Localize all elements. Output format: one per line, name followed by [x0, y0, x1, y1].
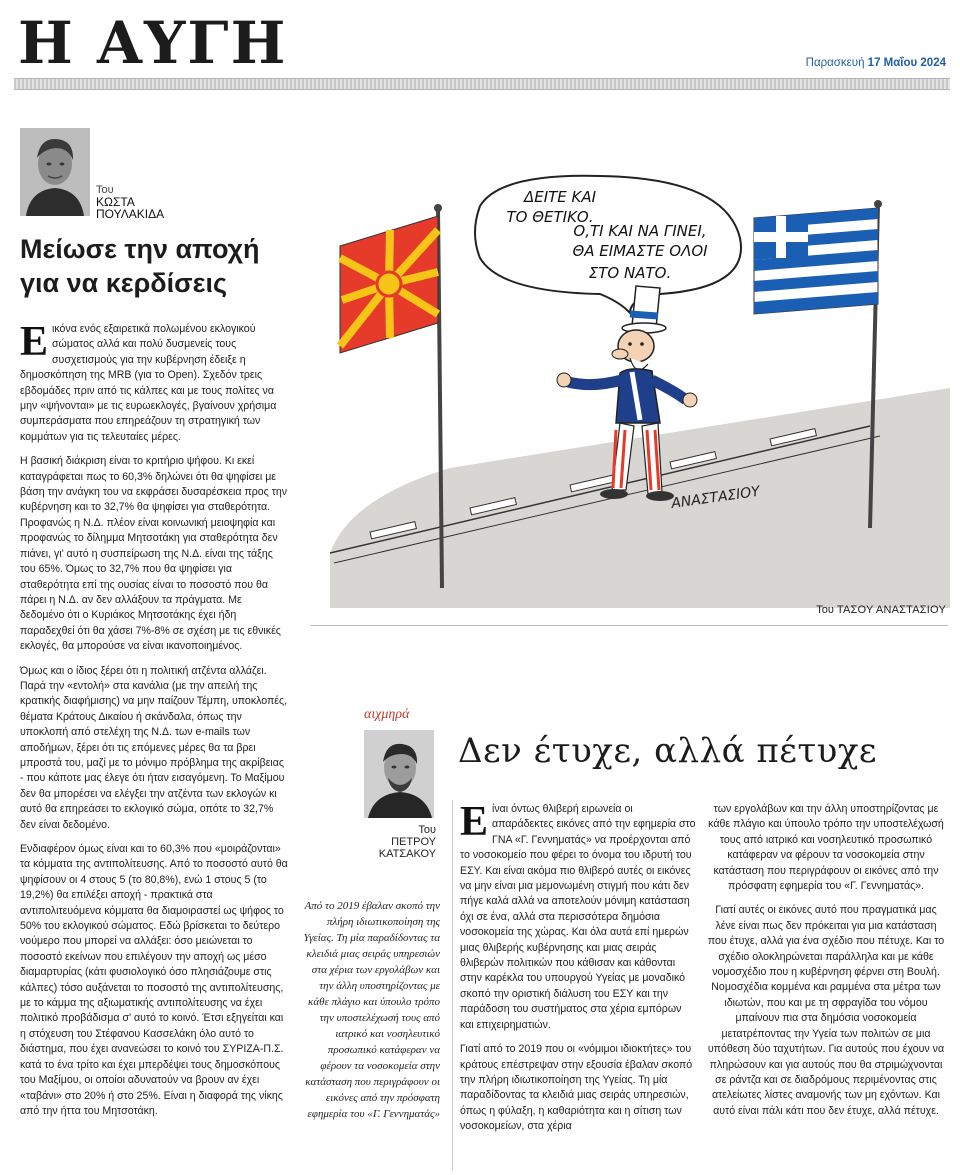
column-divider	[452, 800, 453, 1170]
headline-line-1: Μείωσε την αποχή	[20, 234, 260, 264]
byline-author-first: ΠΕΤΡΟΥ	[391, 836, 436, 848]
byline	[96, 184, 164, 220]
article-body-middle	[460, 799, 696, 1144]
article-headline	[20, 232, 280, 300]
flag-north-macedonia	[340, 216, 438, 353]
dateline-date: 17 Μαΐου 2024	[867, 57, 946, 69]
drop-cap: Ε	[20, 319, 49, 365]
bubble-line-4: ΘΑ ΕΙΜΑΣΤΕ ΟΛΟΙ	[572, 242, 708, 260]
editorial-cartoon	[330, 168, 950, 608]
author-photo-poulakida	[20, 128, 90, 216]
cartoon-divider	[310, 625, 948, 626]
paragraph: Γιατί από το 2019 που οι «νόμιμοι ιδιοκτήτες» του κράτους επέστρεψαν στην εξουσία έβαλαν σκοπό την πλήρη ιδιωτικοποίηση της Υγείας. Τη μία παραδίδοντας τα κλειδιά μιας σειράς υπηρεσιών, όπως η φύλαξη, η καθαριότητα και η σίτιση των νοσοκομείων, στα χέρια	[460, 1043, 693, 1133]
bubble-line-1: ΔΕΙΤΕ ΚΑΙ	[523, 188, 597, 206]
bubble-line-5: ΣΤΟ ΝΑΤΟ.	[588, 264, 672, 282]
paragraph: Γιατί αυτές οι εικόνες αυτό που πραγματικά μας λένε είναι πως δεν πρόκειται για μια κατάσταση που έτυχε, αλλά για ένα σχέδιο που πέτυχε. Και το σχέδιο ολοκληρώνεται παράλληλα και με κάθε νομοσχέδιο που η κυβέρνηση φέρνει στη Βουλή. Νομοσχέδια κομμένα και ραμμένα στα μέτρα των ιδιωτών, που και με τη σφραγίδα του νόμου μπαίνουν πια στα δημόσια νοσοκομεία μετατρέποντας την Υγεία των πολιτών σε μια υπόθεση δύο ταχυτήτων. Για αυτούς που έχουν να πληρώσουν και για αυτούς που θα στριμώχνονται σε ράντζα και σε διαδρόμους περιμένοντας στις ατελείωτες λίστες αναμονής των μη εχόντων. Και αυτό είναι πάλι κάτι που δεν έτυχε, αλλά πέτυχε.	[707, 904, 945, 1117]
article-headline: Δεν έτυχε, αλλά πέτυχε	[458, 731, 878, 771]
dateline-day: Παρασκευή	[805, 57, 865, 69]
paragraph-text: ίναι όντως θλιβερή ειρωνεία οι απαράδεκτες εικόνες από την εφημερία στο ΓΝΑ «Γ. Γεννηματάς» να προέρχονται από το νοσοκομείο που φέρει το όνομα του ιδρυτή του ΕΣΥ. Και είναι ακόμα πιο θλιβερό αυτές οι εικόνες να μην είναι μια μεμονωμένη στιγμή που κάτι δεν πήγε καλά αλλά να αποτελούν μόνιμη κατάσταση όχι σε ένα, αλλά στα περισσότερα δημόσια νοσοκομεία της χώρας. Και όλα αυτά επί ημερών μιας θλιβερής κυβέρνησης και μιας σειράς θλιβερών πολιτικών που κάθισαν και κάθονται στην καρέκλα του υπουργού Υγείας με μοναδικό σκοπό την οριστική διάλυση του ΕΣΥ και την παράδοση του συστήματος στα χέρια εμπόρων και επιχειρηματιών.	[460, 803, 696, 1031]
headline-line-2: για να κερδίσεις	[20, 268, 228, 298]
cartoon-credit	[816, 604, 946, 616]
byline-author-last: ΚΑΤΣΑΚΟΥ	[378, 848, 436, 860]
paragraph-text: ικόνα ενός εξαιρετικά πολωμένου εκλογικού σώματος αλλά και πολύ δυσμενείς τους συσχετισμούς για την κυβέρνηση έδειξε η δημοσκόπηση της MRB (για το Open). Σχεδόν τρεις εβδομάδες πριν από τις κάλπες και με τους πολίτες να μην «ψήνονται» με τις ευρωεκλογές, βγαίνουν χρήσιμα συμπεράσματα που επηρεάζουν τη στρατηγική των κομμάτων για τις τελευταίες μέρες.	[20, 323, 277, 443]
bubble-line-3: Ο,ΤΙ ΚΑΙ ΝΑ ΓΙΝΕΙ,	[573, 222, 707, 240]
paragraph: Όμως και ο ίδιος ξέρει ότι η πολιτική ατζέντα αλλάζει. Παρά την «εντολή» στα κανάλια (με την απειλή της κρατικής διαφήμισης) να μην παίζουν Τέμπη, υποκλοπές, θέματα Κράτους Δικαίου ή σκάνδαλα, όπως την υποκλοπή από στελέχη της Ν.Δ. των e-mails των αποδήμων, ξέρει ότι τις επόμενες μέρες θα τα βρει μπροστά του, μαζί με το μόνιμο πρόβλημα της ακρίβειας - που κάποτε μας έλεγε ότι ήταν εισαγόμενη. Το Μαξίμου δεν θα μπορέσει να ελέγξει την ατζέντα των εκλογών κι αυτό θα επηρεάσει το εκλογικό σώμα, οπότε το 32,7% δεν είναι δεδομένο.	[20, 664, 288, 831]
cartoon-signature: ΑΝΑΣΤΑΣΙΟΥ	[670, 483, 761, 512]
pull-quote: Από το 2019 έβαλαν σκοπό την πλήρη ιδιωτικοποίηση της Υγείας. Τη μία παραδίδοντας τα κλειδιά μιας σειράς υπηρεσιών στα χέρια των εργολάβων και την άλλη υποστηρίζοντας με κάθε πλάγιο και ύπουλο τρόπο την υποστελέχωσή τους από ιατρικό και νοσηλευτικό προσωπικό κατάφεραν να φέρουν τα νοσοκομεία στην κατάσταση που περιγράφουν οι εικόνες από την πρόσφατη εφημερία του «Γ. Γεννηματάς»	[303, 900, 440, 1120]
paragraph: Ενδιαφέρον όμως είναι και το 60,3% που «μοιράζονται» τα κόμματα της αντιπολίτευσης. Από το ποσοστό αυτό θα ψηφίσουν οι 4 στους 5 (το 80,8%), ενώ 1 στους 5 (το 19,2%) θα επιλέξει αποχή - πρακτικά στα αντιπολιτευόμενα κόμματα θα διαμοιραστεί ως ψήφος το 50% του εκλογικού σώματος. Εδώ βρίσκεται το δεύτερο νούμερο που μπορεί να αλλάξει: όσο μειώνεται το ποσοστό εκείνων που επιλέγουν την αποχή ως μέσο διαμαρτυρίας (κάτι φυσιολογικό όσο πλησιάζουμε στις κάλπες) τόσο αυξάνεται το ποσοστό της αντιπολίτευσης, με το κάμμα της αξιωματικής αντιπολίτευσης να έχει πολιτικό προβάδισμα σ' αυτό το κοινό. Έτσι εξηγείται και η στόχευση του Στέφανου Κασσελάκη όλο αυτό το διάστημα, που έχει ανανεώσει το κοινό του ΣΥΡΙΖΑ-Π.Σ. κατά το ένα τρίτο και έχει μπερδέψει τους δημοσκόπους του Μαξίμου, οι οποίοι αδυνατούν να βρουν αν έχει «ταβάνι» στο 20% ή στο 25%. Είναι η διαφορά της νίκης από την ήττα του Μητσοτάκη.	[20, 843, 288, 1117]
byline-author-first: ΚΩΣΤΑ	[96, 195, 135, 209]
flag-greece	[754, 208, 878, 314]
section-tag: αιχμηρά	[364, 707, 410, 722]
byline-prefix: Του	[418, 824, 436, 836]
article-body-right	[706, 802, 946, 1128]
byline-prefix: Του	[96, 184, 114, 196]
article-body-left	[20, 319, 288, 1128]
masthead-rule	[14, 78, 950, 90]
masthead-title: Η ΑΥΓΗ	[18, 9, 288, 77]
paragraph: Η βασική διάκριση είναι το κριτήριο ψήφου. Κι εκεί καταγράφεται πως το 60,3% δηλώνει ότι θα ψηφίσει με βάση την ανάγκη του να εκφράσει δυσαρέσκεια προς την κυβέρνηση και το 32,7% θα ψηφίσει για σταθερότητα. Προφανώς η Ν.Δ. πλέον είναι κοινωνική μειοψηφία και προφανώς το δίλημμα Μητσοτάκη για σταθερότητα δεν πιάνει, γι' αυτό η συσπείρωση της Ν.Δ. είναι της τάξης του 65%. Όμως το 32,7% που θα ψηφίσει για σταθερότητα επί της ουσίας είναι το ποσοστό που θα πάρει η Ν.Δ. αν δεν αλλάξουν τα πράγματα. Με δεδομένο ότι ο Κυριάκος Μητσοτάκης έχει ήδη παραδεχθεί ότι θα χάσει 7%-8% σε σχέση με τις εθνικές εκλογές, θα μπορούσε να είναι ικανοποιημένος.	[20, 455, 288, 653]
bubble-line-2: ΤΟ ΘΕΤΙΚΟ.	[506, 208, 594, 226]
paragraph	[20, 319, 288, 445]
credit-name: ΤΑΣΟΥ ΑΝΑΣΤΑΣΙΟΥ	[836, 604, 946, 616]
drop-cap: Ε	[460, 799, 489, 845]
byline	[372, 824, 436, 860]
paragraph: των εργολάβων και την άλλη υποστηρίζοντας με κάθε πλάγιο και ύπουλο τρόπο την υποστελέχωσή τους από ιατρικό και νοσηλευτικό προσωπικό κατάφεραν να φέρουν τα νοσοκομεία στην κατάσταση που περιγράφουν οι εικόνες από την πρόσφατη εφημερία του «Γ. Γεννηματάς».	[708, 803, 944, 893]
dateline	[806, 57, 946, 69]
paragraph	[460, 799, 696, 1033]
credit-prefix: Του	[816, 604, 834, 616]
byline-author-last: ΠΟΥΛΑΚΙΔΑ	[96, 207, 165, 221]
author-photo-katsakou	[364, 730, 434, 818]
